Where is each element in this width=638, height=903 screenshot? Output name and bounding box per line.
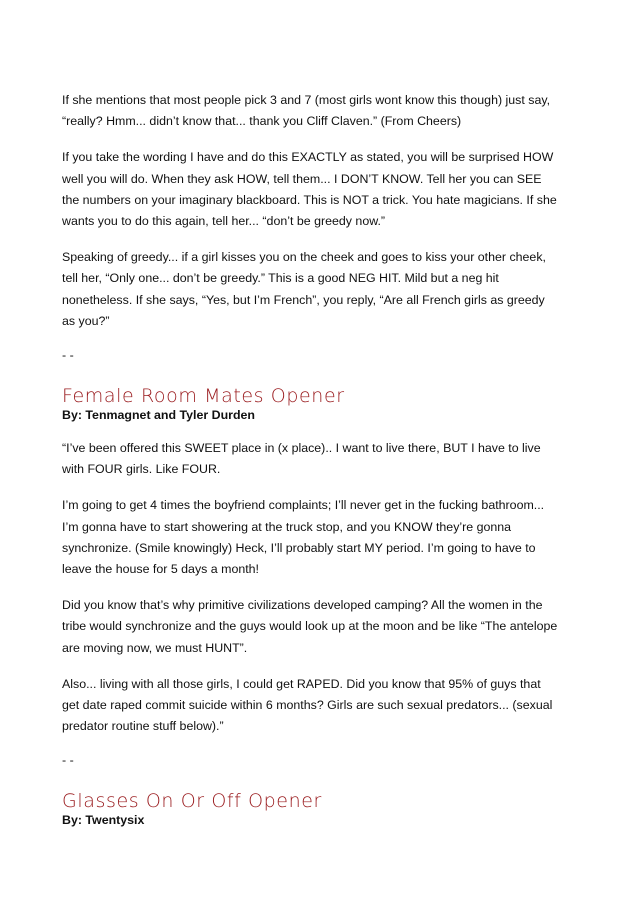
- paragraph-boyfriend-complaints: I’m going to get 4 times the boyfriend complaints; I’ll never get in the fucking bathroom... I’m gonna have to start showering at the truck stop, and you KNOW they’re gonna synchronize. (Smile knowingly) Heck, I’ll probably start MY period. I’m going to have to leave the house for 5 days a month!: [62, 498, 545, 577]
- paragraph-sweet-place: “I’ve been offered this SWEET place in (x place).. I want to live there, BUT I have to live with FOUR girls. Like FOUR.: [62, 441, 541, 477]
- byline-glasses-on-off: By: Twentysix: [62, 813, 145, 828]
- separator: - -: [62, 753, 74, 768]
- section-title-glasses-on-off: Glasses On Or Off Opener: [62, 790, 322, 813]
- byline-female-room-mates: By: Tenmagnet and Tyler Durden: [62, 408, 255, 423]
- paragraph-exactly-as-stated: If you take the wording I have and do this EXACTLY as stated, you will be surprised HOW well you will do. When they ask HOW, tell them... I DON’T KNOW. Tell her you can SEE the numbers on your imaginary blackboard. This is NOT a trick. You hate magicians. If she wants you to do this again, tell her... “don’t be greedy now.”: [62, 150, 557, 229]
- paragraph-cliff-claven: If she mentions that most people pick 3 and 7 (most girls wont know this though) just say, “really? Hmm... didn’t know that... thank you Cliff Claven.” (From Cheers): [62, 93, 551, 129]
- paragraph-living-with-girls: Also... living with all those girls, I could get RAPED. Did you know that 95% of guys that get date raped commit suicide within 6 months? Girls are such sexual predators... (sexual predator routine stuff below).”: [62, 676, 553, 734]
- paragraph-camping: Did you know that’s why primitive civilizations developed camping? All the women in the tribe would synchronize and the guys would look up at the moon and be like “The antelope are moving now, we must HUNT”.: [62, 598, 558, 655]
- document-page: [62, 90, 582, 828]
- separator: - -: [62, 348, 74, 363]
- paragraph-greedy: Speaking of greedy... if a girl kisses you on the cheek and goes to kiss your other cheek, tell her, “Only one... don’t be greedy.” This is a good NEG HIT. Mild but a neg hit nonetheless. If she says, “Yes, but I’m French”, you reply, “Are all French girls as greedy as you?”: [62, 250, 546, 328]
- section-title-female-room-mates: Female Room Mates Opener: [62, 385, 345, 408]
